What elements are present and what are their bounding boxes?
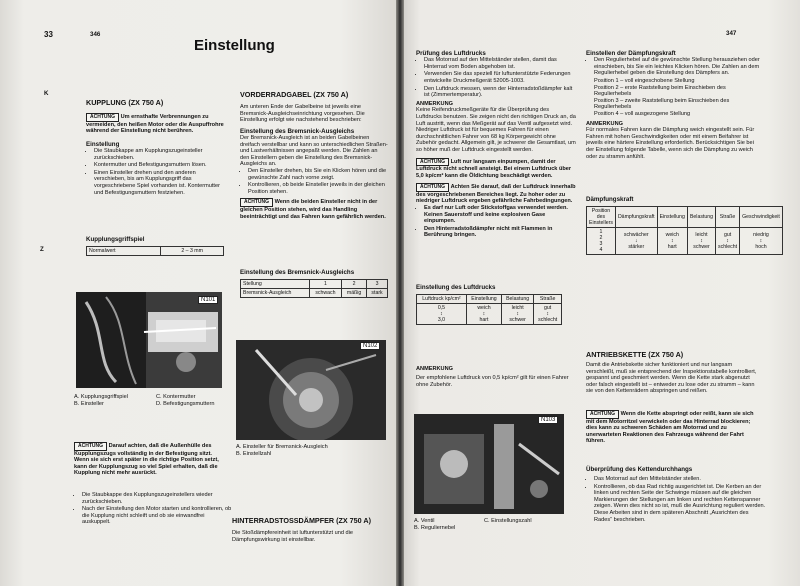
daempfung-heading: Einstellen der Dämpfungskraft (586, 50, 676, 57)
list-item: • Es darf nur Luft oder Stickstoffgas verwendet werden. Keinen Sauerstoff und keine explosiven Gase einpumpen. (424, 205, 576, 225)
table-header: Belastung (501, 295, 533, 304)
luftdruck-table (416, 294, 562, 325)
vorderradgabel-steps (240, 168, 388, 195)
list-item: • Einen Einsteller drehen und den anderen verschieben, bis am Kupplungsgriff das vorgeschriebene Spiel vorhanden ist. Kontermutter und Befestigungsmuttern festziehen. (94, 170, 224, 196)
kupplung-warning-2 (74, 442, 224, 477)
bremsnick-table (240, 279, 388, 298)
range-bottom: schlecht (718, 244, 738, 250)
table-cell (501, 304, 533, 325)
table-cell (466, 304, 501, 325)
legend-item: D. Befestigungsmuttern (156, 400, 215, 407)
durchhang-heading: Überprüfung des Kettendurchhangs (586, 466, 693, 473)
table-cell: schwach (309, 289, 341, 298)
table-header: 2 (342, 280, 367, 289)
book-binding (396, 0, 404, 586)
vorderradgabel-intro: Am unteren Ende der Gabelbeine ist jeweils eine Bremsnick-Ausgleichseinrichtung vorgesehen. Die Einstellung erfolgt wie nachstehend beschrieben: (240, 104, 365, 124)
position-number: 4 (599, 247, 603, 253)
position-item: Position 1 – voll eingeschobene Stellung (594, 77, 695, 84)
hinterrad-heading: HINTERRADSTOSSDÄMPFER (ZX 750 A) (232, 516, 371, 525)
table-cell (534, 304, 562, 325)
position-number: 1 (599, 229, 603, 235)
legend-item: C. Einstellungszahl (484, 518, 532, 524)
vorderradgabel-heading: VORDERRADGABEL (ZX 750 A) (240, 90, 349, 99)
arrow-icon: ↕ (440, 311, 443, 317)
kupplung-table (86, 246, 224, 256)
position-number: 3 (599, 241, 603, 247)
range-bottom: stärker (628, 244, 645, 250)
warning-text: Wenn die beiden Einsteller nicht in der gleichen Position stehen, wird das Handling beeinträchtigt und das Fahren kann gefährlich werden. (240, 199, 386, 220)
shock-photo (414, 414, 564, 514)
list-item: • Kontrollieren, ob beide Einsteller jeweils in der gleichen Position stehen. (248, 182, 388, 195)
range-top: 0,5 (437, 305, 446, 311)
legend-item: A. Kupplungsgriffspiel (74, 394, 129, 400)
margin-number: 33 (44, 30, 53, 39)
vorderradgabel-warning (240, 198, 388, 220)
table-cell (657, 228, 687, 255)
legend-item: B. Reguliernebel (414, 524, 456, 531)
kette-body: Damit die Antriebskette sicher funktioniert und nur langsam verschleißt, muß sie entsprechend der Inspektionstabelle kontrolliert, gespannt und geschmiert werden. Wenn die Kette stark abgenutzt oder falsch eingestellt ist – entweder zu lose oder zu stramm – kann sie von den Kettenrädern abspringen und reißen. (586, 362, 757, 395)
daempfung-section (586, 50, 762, 160)
anmerkung-text: Keine Reifendruckmeßgeräte für die Überprüfung des Luftdrucks benutzen. Sie zeigen nicht den richtigen Druck an, da Luft austritt, wenn das Meßgerät auf das Ventil aufgesetzt wird. Niedriger Luftdruck ist für bequemes Fahren für einen durchschnittlichen Fahrer von 68 kg Körpergewicht ohne Zubehör gedacht. Allgemein gilt, je schwerer die Gesamtlast, um so höher muß der Luftdruck eingestellt werden. (416, 107, 576, 153)
kupplung-table-caption: Kupplungsgriffspiel (86, 236, 145, 243)
range-top: leicht (511, 305, 524, 311)
list-item: • Kontrollieren, ob das Rad richtig ausgerichtet ist. Die Kerben an der linken und rechten Seite der Schwinge müssen auf die gleichen Markierungen der Stellungen am linken und rechten Kettenspanner zeigen. Wenn dies nicht so ist, muß die Ausrichtung reguliert werden. Diese Arbeiten sind in dem späteren Abschnitt „Ausrichten des Rades“ beschrieben. (594, 484, 766, 524)
range-top: niedrig (753, 232, 769, 238)
warning-text: Luft nur langsam einpumpen, damit der Luftdruck nicht schnell ansteigt. Bei einem Luftdruck über 5,0 kp/cm² kann die Öldichtung beschädigt werden. (416, 158, 572, 179)
einstellung-heading: Einstellung (86, 140, 120, 148)
range-bottom: schwer (509, 317, 526, 323)
list-item: • Die Staubkappe am Kupplungszugeinsteller zurückschieben. (94, 148, 224, 161)
fork-photo (236, 340, 386, 440)
table-cell: Bremsnick-Ausgleich (241, 289, 310, 298)
durchhang-steps (586, 476, 766, 524)
warning-badge: ACHTUNG (86, 113, 119, 122)
kupplung-steps-2 (74, 492, 232, 527)
table-header: Belastung (687, 207, 715, 228)
list-item: • Den Hinterradstoßdämpfer nicht mit Flammen in Berührung bringen. (424, 226, 576, 239)
luftdruck-table-caption: Einstellung des Luftdrucks (416, 284, 496, 291)
arrow-icon: ↕ (546, 311, 549, 317)
kupplung-heading: KUPPLUNG (ZX 750 A) (86, 98, 164, 107)
kupplung-steps (86, 148, 224, 196)
arrow-icon: ↕ (516, 311, 519, 317)
table-cell (587, 228, 616, 255)
kette-heading: ANTRIEBSKETTE (ZX 750 A) (586, 350, 684, 359)
clutch-photo (76, 292, 222, 388)
list-item: • Das Motorrad auf den Mittelständer stellen. (594, 476, 766, 483)
warning-text: Achten Sie darauf, daß der Luftdruck innerhalb des vorgeschriebenen Bereiches liegt. Zu hoher oder zu niedriger Luftdruck ergeben gefährliche Fahrbedingungen. (416, 184, 576, 205)
warning-text: Wenn die Kette abspringt oder reißt, kann sie sich mit dem Motorritzel verwickeln oder das Hinterrad blockieren; dies kann zu schweren Schäden am Motorrad und zu unerwarteten Reaktionen des Fahrzeugs während der Fahrt führen. (586, 411, 754, 445)
arrow-icon: ↓ (634, 238, 638, 244)
table-header: Einstellung (466, 295, 501, 304)
anmerkung-heading: ANMERKUNG (416, 100, 453, 107)
photo-tag: N102 (360, 342, 380, 350)
range-bottom: schwer (693, 244, 710, 250)
table-header: Dämpfungskraft (615, 207, 657, 228)
table-cell: Normalwert (87, 247, 161, 256)
table-header: Straße (534, 295, 562, 304)
luftdruck-steps (416, 57, 576, 99)
list-item: • Den Einsteller drehen, bis Sie ein Klicken hören und die gewünschte Zahl nach vorne zeigt. (248, 168, 388, 181)
kupplung-section (86, 98, 224, 197)
position-number: 2 (599, 235, 603, 241)
list-item: • Nach der Einstellung den Motor starten und kontrollieren, ob die Kupplung nicht schleift und ob sie einwandfrei auskuppelt. (82, 506, 232, 526)
list-item: • Die Staubkappe des Kupplungszugeinstellers wieder zurückschieben. (82, 492, 232, 505)
arrow-icon: ↕ (670, 238, 674, 244)
bremsnick-table-caption: Einstellung des Bremsnick-Ausgleichs (240, 269, 355, 276)
vorderradgabel-section (240, 90, 388, 220)
range-bottom: hart (479, 317, 489, 323)
table-cell: stark (367, 289, 388, 298)
list-item: • Das Motorrad auf den Mittelständer stellen, damit das Hinterrad vom Boden abgehoben ist. (424, 57, 576, 70)
warning-badge: ACHTUNG (586, 410, 619, 419)
range-top: weich (665, 232, 679, 238)
vorderradgabel-subheading: Einstellung des Bremsnick-Ausgleichs (240, 127, 355, 135)
table-header: 3 (367, 280, 388, 289)
luftdruck-section (416, 50, 576, 240)
table-header: Luftdruck kp/cm² (417, 295, 467, 304)
daempfung-steps (586, 57, 762, 77)
legend-item: B. Einstellzahl (236, 450, 272, 457)
table-cell (615, 228, 657, 255)
legend-item: B. Einsteller (74, 400, 104, 407)
arrow-icon: ↕ (482, 311, 486, 317)
clutch-illustration (76, 292, 222, 388)
range-top: weich (477, 305, 491, 311)
range-top: gut (723, 232, 732, 238)
clutch-legend-right (156, 394, 226, 407)
legend-item: C. Kontermutter (156, 394, 196, 400)
table-header: Position des Einstellers (587, 207, 616, 228)
kupplung-warning (86, 113, 224, 135)
position-item: Position 4 – voll ausgezogene Stellung (594, 110, 691, 117)
daempfung-positions (586, 78, 762, 118)
warning-badge: ACHTUNG (74, 442, 107, 451)
shock-legend-right (484, 518, 574, 525)
position-item: Position 2 – erste Raststellung beim Einschieben des Regulierhebels (594, 84, 726, 98)
anmerkung2-text: Der empfohlene Luftdruck von 0,5 kp/cm² gilt für einen Fahrer ohne Zubehör. (416, 375, 569, 388)
warning-badge: ACHTUNG (240, 198, 273, 207)
table-header: Straße (716, 207, 740, 228)
daempfung-table (586, 206, 783, 255)
shock-legend-left (414, 518, 484, 531)
luftdruck-heading: Prüfung des Luftdrucks (416, 50, 486, 57)
list-item: • Den Luftdruck messen, wenn der Hinterradstoßdämpfer kalt ist (Zimmertemperatur). (424, 86, 576, 99)
vorderradgabel-body: Der Bremsnick-Ausgleich ist an beiden Gabelbeinen dreifach verstellbar und kann so unterschiedlichen Straßen- und Lastverhältnissen angepaßt werden. Die Zahlen an den Einstellern geben die Einstellung des Bremsnick-Ausgleichs an. (240, 134, 388, 168)
right-page-number: 347 (726, 30, 737, 37)
shock-illustration (414, 414, 564, 514)
left-page-number: 346 (90, 31, 101, 38)
daempfung-table-caption: Dämpfungskraft (586, 196, 634, 203)
range-bottom: hoch (755, 244, 767, 250)
table-cell: mäßig (342, 289, 367, 298)
table-cell (417, 304, 467, 325)
arrow-icon: ↕ (726, 238, 729, 244)
warning-badge: ACHTUNG (416, 158, 449, 167)
arrow-icon: ↕ (700, 238, 703, 244)
table-header: Stellung (241, 280, 310, 289)
kette-warning (586, 410, 758, 445)
right-page (400, 0, 800, 586)
table-header: Geschwindigkeit (740, 207, 783, 228)
warning-text: Um ernsthafte Verbrennungen zu vermeiden, den heißen Motor oder die Auspuffrohre während der Einstellung nicht berühren. (86, 114, 224, 135)
table-cell: 2 – 3 mm (161, 247, 224, 256)
range-top: leicht (695, 232, 708, 238)
photo-tag: N101 (198, 296, 218, 304)
luftdruck-warning-2 (416, 183, 576, 205)
fork-legend (236, 444, 386, 457)
range-bottom: 3,0 (437, 317, 446, 323)
anmerkung-text: Für normales Fahren kann die Dämpfung weich eingestellt sein. Für Fahren mit hohen Geschwindigkeiten oder mit einem Beifahrer ist jeweils eine härtere Einstellung erforderlich. Berücksichtigen Sie bei der Einstellung folgende Tabelle, wenn sich die Dämpfung zu weich oder zu stramm anfühlt. (586, 127, 755, 160)
legend-item: A. Ventil (414, 518, 435, 524)
list-item: • Verwenden Sie das speziell für luftunterstützte Federungen entwickelte Druckmeßgerät 52005-1003. (424, 71, 576, 84)
margin-letter-k: K (44, 90, 49, 97)
warning-badge: ACHTUNG (416, 183, 449, 192)
luftdruck-warning-1 (416, 158, 576, 180)
table-header: Einstellung (657, 207, 687, 228)
list-item: • Den Regulierhebel auf die gewünschte Stellung herausziehen oder einschieben, bis Sie ein leichtes Klicken hören. Die Zahlen an dem Regulierhebel geben die Einstellung des Dämpfers an. (594, 57, 762, 77)
warning-text: Darauf achten, daß die Außenhülle des Kupplungszugs vollständig in der Befestigung sitzt. Wenn sie sich erst später in die richtige Position setzt, kann der Kupplungszug so viel Spiel erhalten, daß die Kupplung nicht mehr ausrückt. (74, 443, 219, 477)
photo-tag: N103 (538, 416, 558, 424)
list-item: • Kontermutter und Befestigungsmuttern lösen. (94, 162, 224, 169)
legend-item: A. Einsteller für Bremsnick-Ausgleich (236, 444, 328, 450)
table-header: 1 (309, 280, 341, 289)
luftdruck-warning-steps (416, 205, 576, 239)
range-top: gut (544, 305, 552, 311)
table-cell (687, 228, 715, 255)
table-cell (716, 228, 740, 255)
page-title: Einstellung (194, 37, 275, 54)
fork-illustration (236, 340, 386, 440)
table-cell (740, 228, 783, 255)
position-item: Position 3 – zweite Raststellung beim Einschieben des Regulierhebels (594, 97, 730, 111)
range-bottom: schlecht (538, 317, 558, 323)
arrow-icon: ↕ (759, 238, 763, 244)
anmerkung2-heading: ANMERKUNG (416, 366, 453, 372)
margin-letter-z: Z (40, 246, 44, 253)
range-bottom: hart (667, 244, 677, 250)
anmerkung-heading: ANMERKUNG (586, 120, 623, 127)
hinterrad-body: Die Stoßdämpfereinheit ist luftunterstützt und die Dämpfungswirkung ist einstellbar. (232, 530, 353, 543)
clutch-legend-left (74, 394, 144, 407)
range-top: schwächer (623, 232, 649, 238)
